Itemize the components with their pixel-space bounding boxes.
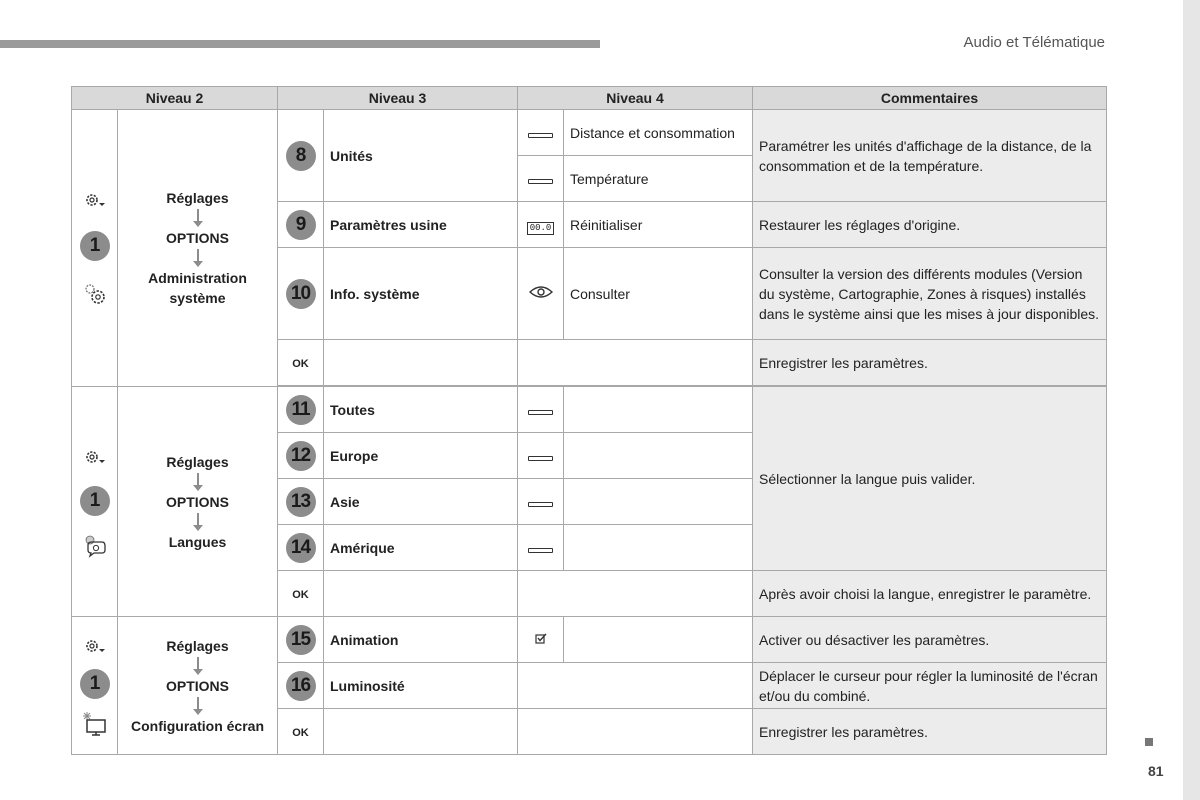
icon-column	[72, 617, 118, 755]
col-header-niveau3: Niveau 3	[278, 87, 518, 110]
level4-label: Température	[564, 156, 753, 202]
step-badge: 13	[286, 487, 316, 517]
menu-step-settings: Réglages	[166, 637, 229, 654]
level3-label: Asie	[324, 479, 518, 525]
step-badge: 10	[286, 279, 316, 309]
page-edge-tab	[1183, 0, 1200, 800]
step-number-cell	[278, 387, 324, 433]
level3-label: Paramètres usine	[324, 202, 518, 248]
reset-counter-icon: 00.0	[527, 222, 555, 235]
empty-cell	[518, 663, 753, 709]
step-badge: 1	[80, 486, 110, 516]
col-header-niveau4: Niveau 4	[518, 87, 753, 110]
selection-bar-icon	[528, 548, 553, 553]
selection-bar-icon	[528, 502, 553, 507]
language-speech-icon	[82, 534, 108, 558]
step-badge: 16	[286, 671, 316, 701]
level4-icon-cell	[518, 525, 564, 571]
step-number-cell	[278, 479, 324, 525]
step-badge: 14	[286, 533, 316, 563]
comment-cell: Paramétrer les unités d'affichage de la distance, de la consommation et de la température.	[753, 110, 1107, 202]
step-number-cell	[278, 433, 324, 479]
ok-cell	[278, 340, 324, 386]
comment-cell: Déplacer le curseur pour régler la luminosité de l'écran et/ou du combiné.	[753, 663, 1107, 709]
level4-icon-cell	[518, 617, 564, 663]
level4-label: Consulter	[564, 248, 753, 340]
down-arrow-icon	[192, 656, 204, 676]
empty-cell	[564, 617, 753, 663]
empty-cell	[324, 340, 518, 386]
step-number-cell	[278, 525, 324, 571]
level4-label: Réinitialiser	[564, 202, 753, 248]
level4-icon-cell	[518, 110, 564, 156]
col-header-commentaires: Commentaires	[753, 87, 1107, 110]
section-title: Audio et Télématique	[963, 34, 1105, 51]
level4-icon-cell	[518, 479, 564, 525]
level3-label: Toutes	[324, 387, 518, 433]
page-number: 81	[1148, 763, 1164, 779]
step-badge: 9	[286, 210, 316, 240]
comment-cell: Après avoir choisi la langue, enregistrer le paramètre.	[753, 571, 1107, 617]
icon-column	[72, 110, 118, 387]
eye-icon	[529, 285, 553, 299]
empty-cell	[518, 571, 753, 617]
col-header-niveau2: Niveau 2	[72, 87, 278, 110]
step-badge: 15	[286, 625, 316, 655]
level3-label: Luminosité	[324, 663, 518, 709]
step-number-cell	[278, 663, 324, 709]
down-arrow-icon	[192, 208, 204, 228]
settings-gear-icon	[82, 189, 108, 211]
step-badge: 8	[286, 141, 316, 171]
menu-step-options: OPTIONS	[165, 493, 229, 510]
icon-column	[72, 387, 118, 617]
settings-table	[71, 86, 1107, 755]
selection-bar-icon	[528, 133, 553, 138]
ok-button-label: OK	[292, 726, 309, 739]
step-badge: 12	[286, 441, 316, 471]
table-row	[72, 387, 1107, 433]
selection-bar-icon	[528, 456, 553, 461]
step-badge: 1	[80, 231, 110, 261]
settings-gear-icon	[82, 446, 108, 468]
empty-cell	[564, 479, 753, 525]
comment-cell: Sélectionner la langue puis valider.	[753, 387, 1107, 571]
level4-icon-cell	[518, 433, 564, 479]
comment-cell: Enregistrer les paramètres.	[753, 340, 1107, 386]
menu-path	[118, 617, 278, 755]
screen-brightness-icon	[81, 711, 109, 737]
menu-step-screen-config: Configuration écran	[130, 717, 264, 734]
step-badge: 1	[80, 669, 110, 699]
menu-path	[118, 387, 278, 617]
ok-button-label: OK	[292, 357, 309, 370]
empty-cell	[518, 709, 753, 755]
level4-icon-cell	[518, 387, 564, 433]
level4-icon-cell	[518, 156, 564, 202]
ok-cell	[278, 571, 324, 617]
menu-step-options: OPTIONS	[165, 677, 229, 694]
empty-cell	[564, 433, 753, 479]
menu-path	[118, 110, 278, 387]
selection-bar-icon	[528, 410, 553, 415]
menu-step-settings: Réglages	[166, 453, 229, 470]
down-arrow-icon	[192, 696, 204, 716]
level4-label: Distance et consommation	[564, 110, 753, 156]
settings-gear-icon	[82, 635, 108, 657]
empty-cell	[324, 709, 518, 755]
ok-cell	[278, 709, 324, 755]
comment-cell: Restaurer les réglages d'origine.	[753, 202, 1107, 248]
selection-bar-icon	[528, 179, 553, 184]
down-arrow-icon	[192, 248, 204, 268]
comment-cell: Activer ou désactiver les paramètres.	[753, 617, 1107, 663]
step-number-cell	[278, 617, 324, 663]
system-admin-gears-icon	[82, 281, 108, 307]
down-arrow-icon	[192, 472, 204, 492]
level3-label: Amérique	[324, 525, 518, 571]
step-number-cell	[278, 202, 324, 248]
menu-step-options: OPTIONS	[165, 230, 229, 246]
level4-icon-cell	[518, 202, 564, 248]
table-row	[72, 617, 1107, 663]
step-number-cell	[278, 110, 324, 202]
empty-cell	[324, 571, 518, 617]
empty-cell	[564, 387, 753, 433]
table-header-row	[72, 87, 1107, 110]
level3-label: Info. système	[324, 248, 518, 340]
header-rule	[0, 40, 600, 48]
step-number-cell	[278, 248, 324, 340]
down-arrow-icon	[192, 512, 204, 532]
page-marker	[1145, 738, 1153, 746]
empty-cell	[518, 340, 753, 386]
menu-step-languages: Langues	[168, 533, 227, 550]
checkbox-icon	[535, 633, 547, 645]
level4-icon-cell	[518, 248, 564, 340]
table-row	[72, 110, 1107, 156]
step-badge: 11	[286, 395, 316, 425]
level3-label: Animation	[324, 617, 518, 663]
comment-cell: Enregistrer les paramètres.	[753, 709, 1107, 755]
comment-cell: Consulter la version des différents modules (Version du système, Cartographie, Zones à risques) installés dans le système ainsi que les mises à jour disponibles.	[753, 248, 1107, 340]
menu-step-settings: Réglages	[166, 190, 229, 206]
ok-button-label: OK	[292, 588, 309, 601]
menu-step-admin: Administration système	[148, 270, 247, 306]
level3-label: Europe	[324, 433, 518, 479]
level3-label: Unités	[324, 110, 518, 202]
empty-cell	[564, 525, 753, 571]
